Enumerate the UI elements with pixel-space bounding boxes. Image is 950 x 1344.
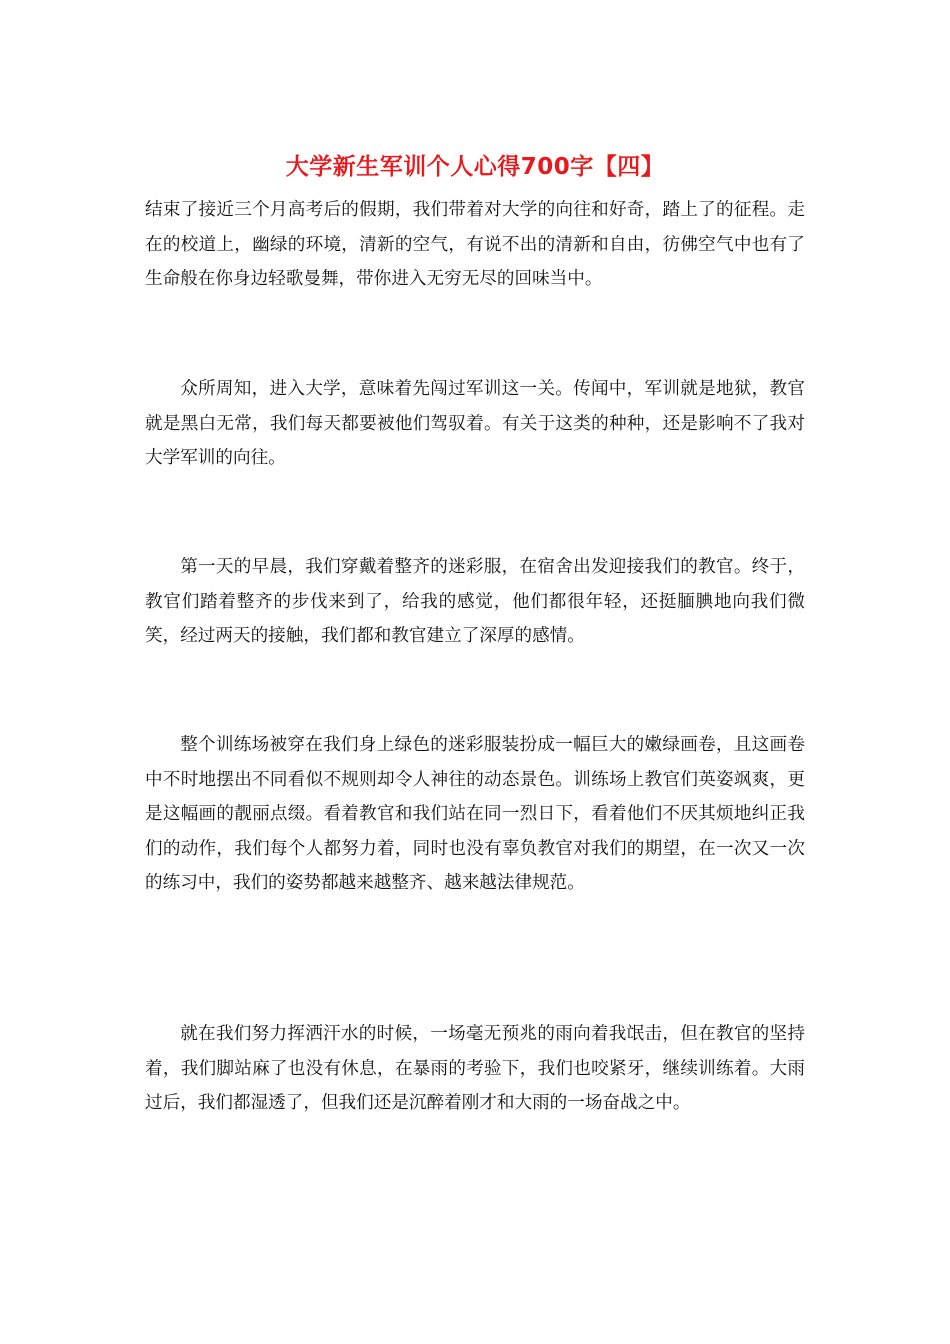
paragraph-5: 就在我们努力挥洒汗水的时候，一场毫无预兆的雨向着我氓击，但在教官的坚持着，我们脚站麻了也没有休息，在暴雨的考验下，我们也咬紧牙，继续训练着。大雨过后，我们都湿透了，但我们还是沉醉着刚才和大雨的一场奋战之中。: [145, 1024, 805, 1113]
document-title: 大学新生军训个人心得700字【四】: [285, 154, 665, 180]
paragraph-4: 整个训练场被穿在我们身上绿色的迷彩服装扮成一幅巨大的嫩绿画卷，且这画卷中不时地摆出不同看似不规则却令人神往的动态景色。训练场上教官们英姿飒爽，更是这幅画的靓丽点缀。看着教官和我们站在同一烈日下，看着他们不厌其烦地纠正我们的动作，我们每个人都努力着，同时也没有辜负教官对我们的期望，在一次又一次的练习中，我们的姿势都越来越整齐、越来越法律规范。: [145, 735, 805, 893]
paragraph-1: 结束了接近三个月高考后的假期，我们带着对大学的向往和好奇，踏上了的征程。走在的校道上，幽绿的环境，清新的空气，有说不出的清新和自由，彷佛空气中也有了生命般在你身边轻歌曼舞，带你进入无穷无尽的回味当中。: [145, 200, 805, 289]
paragraph-3: 第一天的早晨，我们穿戴着整齐的迷彩服，在宿舍出发迎接我们的教官。终于，教官们踏着整齐的步伐来到了，给我的感觉，他们都很年轻，还挺腼腆地向我们微笑，经过两天的接触，我们都和教官建立了深厚的感情。: [145, 557, 805, 646]
paragraph-2: 众所周知，进入大学，意味着先闯过军训这一关。传闻中，军训就是地狱，教官就是黑白无常，我们每天都要被他们驾驭着。有关于这类的种种，还是影响不了我对大学军训的向往。: [145, 379, 805, 468]
